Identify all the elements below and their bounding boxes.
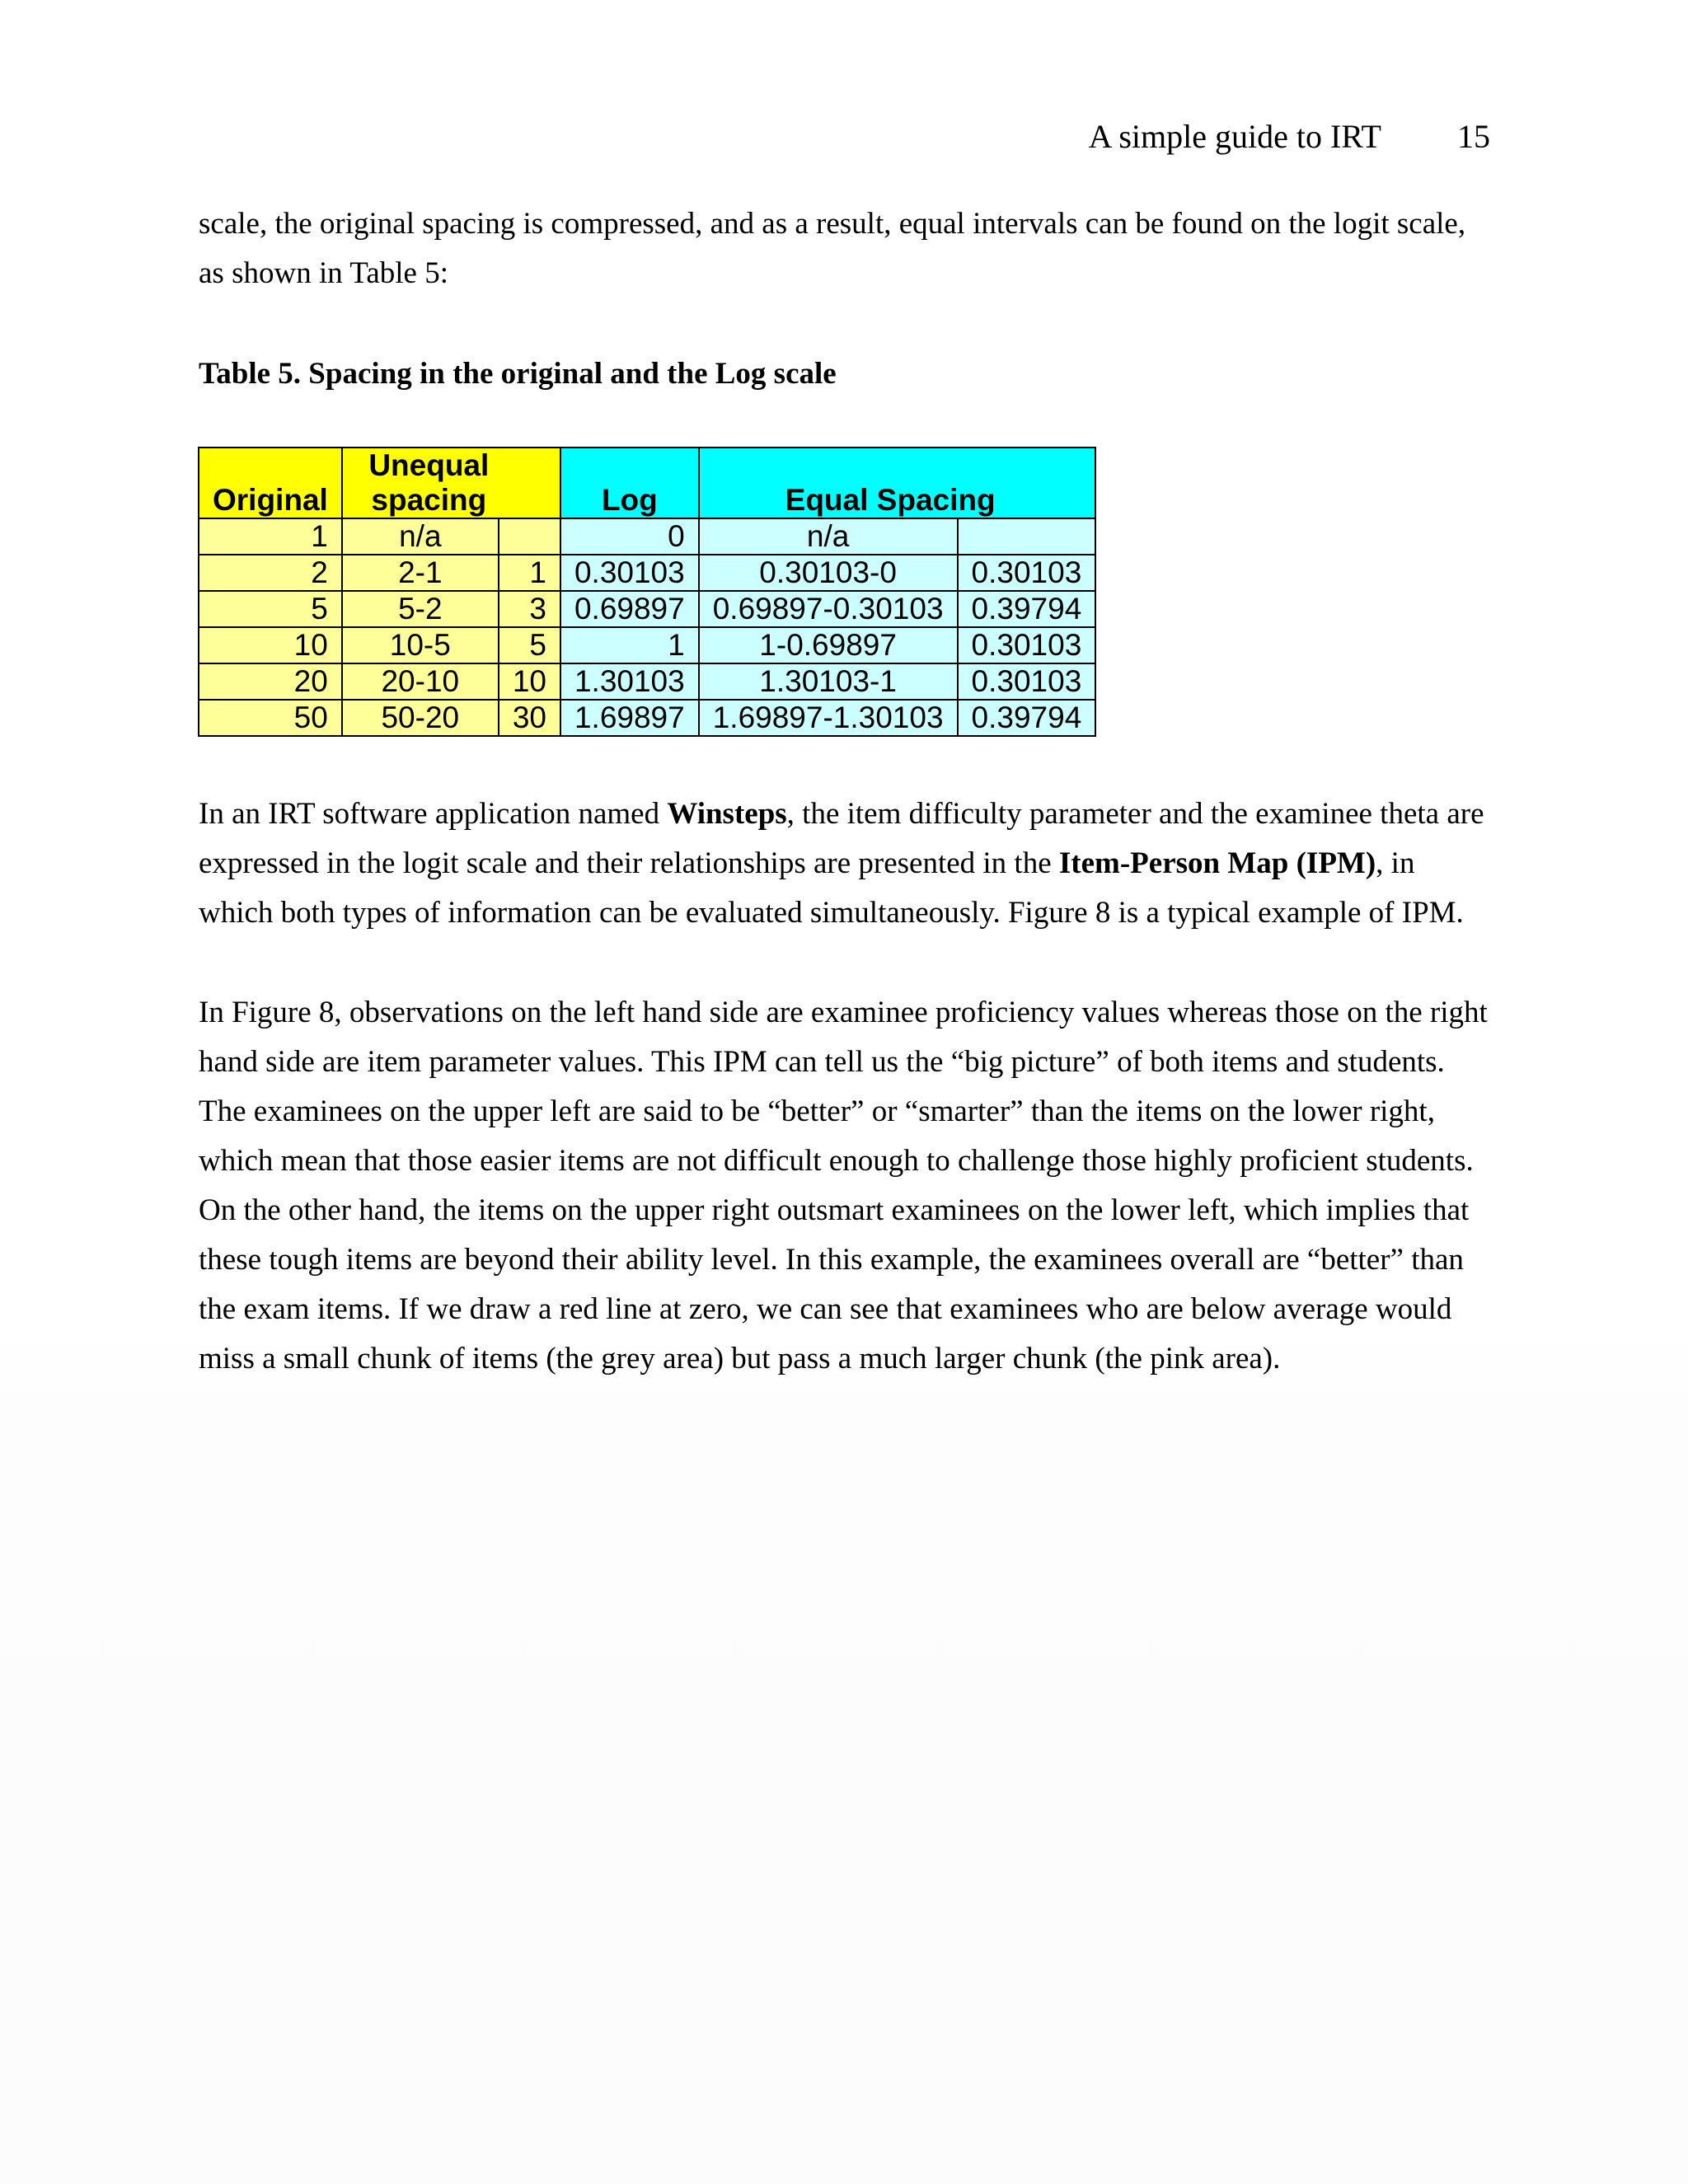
cell-equal-expr: 1.69897-1.30103 (699, 700, 958, 736)
running-header (1089, 114, 1490, 160)
cell-equal-expr: 1-0.69897 (699, 627, 958, 663)
cell-unequal-value: 5 (499, 627, 560, 663)
paragraph2-text-1: In an IRT software application named (199, 797, 668, 831)
table-row (199, 555, 1095, 591)
header-original (199, 448, 342, 518)
cell-equal-value: 0.39794 (958, 591, 1096, 627)
header-log-label: Log (601, 483, 658, 517)
spacing-table (198, 447, 1096, 737)
cell-log: 1 (560, 627, 699, 663)
cell-unequal-expr: 20-10 (342, 663, 499, 700)
cell-original: 1 (199, 518, 342, 555)
cell-log: 0.69897 (560, 591, 699, 627)
cell-equal-expr: 0.69897-0.30103 (699, 591, 958, 627)
cell-original: 50 (199, 700, 342, 736)
cell-equal-expr: n/a (699, 518, 958, 555)
header-log (560, 448, 699, 518)
cell-equal-value (958, 518, 1096, 555)
header-original-label: Original (213, 483, 328, 517)
cell-unequal-value: 30 (499, 700, 560, 736)
body-paragraph-intro: scale, the original spacing is compressed, and as a result, equal intervals can be found on the logit scale, as shown in Table 5: (199, 207, 1466, 290)
cell-unequal-expr: n/a (342, 518, 499, 555)
paragraph2-text-3: , in which both types of information can be evaluated simultaneously. Figure 8 is a typical example of IPM. (199, 846, 1464, 930)
cell-log: 0 (560, 518, 699, 555)
cell-unequal-value: 10 (499, 663, 560, 700)
table-body (199, 518, 1095, 736)
cell-unequal-expr: 50-20 (342, 700, 499, 736)
table-row (199, 663, 1095, 700)
cell-unequal-value: 3 (499, 591, 560, 627)
paragraph2-text-2: , the item difficulty parameter and the examinee theta are expressed in the logit scale and their relationships are presented in the (199, 797, 1484, 880)
cell-original: 10 (199, 627, 342, 663)
body-paragraph-figure8: In Figure 8, observations on the left hand side are examinee proficiency values whereas those on the right hand side are item parameter values. This IPM can tell us the “big picture” of both items and students. The examinees on the upper left are said to be “better” or “smarter” than the items on the lower right, which mean that those easier items are not difficult enough to challenge those highly proficient students. On the other hand, the items on the upper right outsmart examinees on the lower left, which implies that these tough items are beyond their ability level. In this example, the examinees overall are “better” than the exam items. If we draw a red line at zero, we can see that examinees who are below average would miss a small chunk of items (the grey area) but pass a much larger chunk (the pink area). (199, 996, 1488, 1376)
cell-unequal-value (499, 518, 560, 555)
cell-unequal-expr: 5-2 (342, 591, 499, 627)
page-number: 15 (1457, 118, 1490, 155)
header-equal-spacing (699, 448, 996, 518)
table-caption: Table 5. Spacing in the original and the Log scale (199, 357, 837, 391)
cell-original: 2 (199, 555, 342, 591)
table-row (199, 518, 1095, 555)
ipm-term: Item-Person Map (IPM) (1058, 846, 1376, 880)
cell-unequal-value: 1 (499, 555, 560, 591)
table-row (199, 627, 1095, 663)
body-paragraph-winsteps (199, 790, 1493, 938)
header-equal-label: Equal Spacing (785, 483, 996, 517)
cell-unequal-expr: 2-1 (342, 555, 499, 591)
cell-original: 20 (199, 663, 342, 700)
cell-equal-value: 0.30103 (958, 627, 1096, 663)
cell-original: 5 (199, 591, 342, 627)
cell-equal-value: 0.30103 (958, 555, 1096, 591)
cell-log: 1.69897 (560, 700, 699, 736)
running-header-title: A simple guide to IRT (1088, 118, 1381, 155)
winsteps-term: Winsteps (667, 797, 787, 831)
table-row (199, 700, 1095, 736)
header-unequal-spacing (342, 448, 499, 518)
cell-log: 1.30103 (560, 663, 699, 700)
header-unequal-line2: spacing (371, 483, 487, 517)
table-row (199, 591, 1095, 627)
cell-unequal-expr: 10-5 (342, 627, 499, 663)
cell-equal-value: 0.39794 (958, 700, 1096, 736)
cell-equal-expr: 0.30103-0 (699, 555, 958, 591)
cell-equal-expr: 1.30103-1 (699, 663, 958, 700)
cell-log: 0.30103 (560, 555, 699, 591)
header-unequal-line1: Unequal (368, 448, 490, 482)
cell-equal-value: 0.30103 (958, 663, 1096, 700)
table-header-row (199, 448, 1095, 518)
header-unequal-blank (499, 448, 560, 518)
